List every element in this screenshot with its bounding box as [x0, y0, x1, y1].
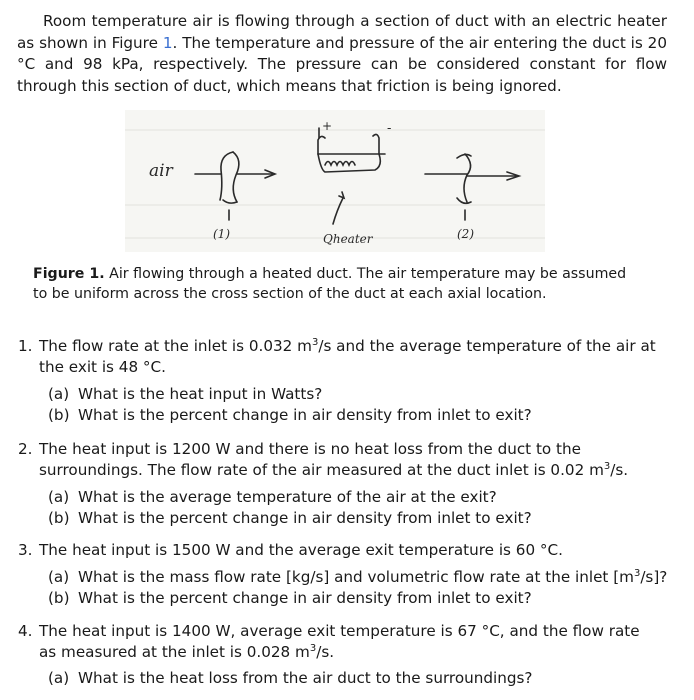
question-text: The flow rate at the inlet is 0.032 $m^3/s$ and the average temperature of the air at the exit is 48 °C.	[39, 337, 656, 376]
station-2-label: (2)	[457, 227, 474, 241]
minus-sign-label: -	[387, 121, 392, 136]
station-1-label: (1)	[213, 227, 230, 241]
question-3b: (b) What is the percent change in air density from inlet to exit?	[48, 589, 532, 607]
question-4	[18, 621, 658, 662]
question-2	[18, 439, 658, 480]
outlet-section-curve	[464, 154, 471, 202]
intro-text-1: Room temperature air is flowing through a section of duct with an electric heater as shown in Figure	[17, 12, 667, 52]
question-4a: (a) What is the heat loss from the air duct to the surroundings?	[48, 669, 533, 687]
question-text: The heat input is 1400 W, average exit temperature is 67 °C, and the flow rate as measured at the inlet is 0.028 $m^3/s$.	[39, 622, 640, 661]
caption-text: Air flowing through a heated duct. The air temperature may be assumed to be uniform across the cross section of the duct at each axial location.	[33, 266, 627, 302]
question-3a: (a) What is the mass flow rate [kg/s] and volumetric flow rate at the inlet $[m^3/s]$?	[48, 568, 668, 586]
heater-label: Qheater	[323, 232, 373, 246]
question-3	[18, 540, 658, 561]
question-text: The heat input is 1200 W and there is no heat loss from the duct to the surroundings. The flow rate of the air measured at the duct inlet is 0.02 $m^3/s$.	[39, 440, 629, 479]
intro-paragraph	[17, 11, 667, 97]
plus-sign-label: +	[322, 119, 333, 133]
heater-lead-plus	[318, 136, 325, 154]
figure-reference-link[interactable]: 1	[162, 33, 173, 52]
question-number: 4.	[18, 622, 33, 640]
question-number: 1.	[18, 337, 33, 355]
question-1a: (a) What is the heat input in Watts?	[48, 385, 323, 403]
question-2a: (a) What is the average temperature of the air at the exit?	[48, 488, 497, 506]
question-number: 3.	[18, 541, 33, 559]
figure-caption	[33, 264, 643, 304]
duct-sketch	[125, 110, 545, 252]
heater-coil	[325, 162, 355, 166]
caption-label: Figure 1.	[33, 266, 105, 282]
intro-text-2: . The temperature and pressure of the air entering the duct is 20 °C and 98 kPa, respectively. The pressure can be considered constant for flow through this section of duct, which means that friction is being ignored.	[17, 33, 668, 95]
duct-sketch-figure	[125, 110, 545, 252]
question-1	[18, 336, 658, 377]
question-1b: (b) What is the percent change in air density from inlet to exit?	[48, 406, 532, 424]
question-text: The heat input is 1500 W and the average exit temperature is 60 °C.	[39, 541, 563, 559]
heater-pointer	[333, 198, 343, 224]
air-label: air	[149, 161, 173, 181]
question-2b: (b) What is the percent change in air density from inlet to exit?	[48, 509, 532, 527]
inlet-section-curve	[220, 152, 233, 200]
question-number: 2.	[18, 440, 33, 458]
